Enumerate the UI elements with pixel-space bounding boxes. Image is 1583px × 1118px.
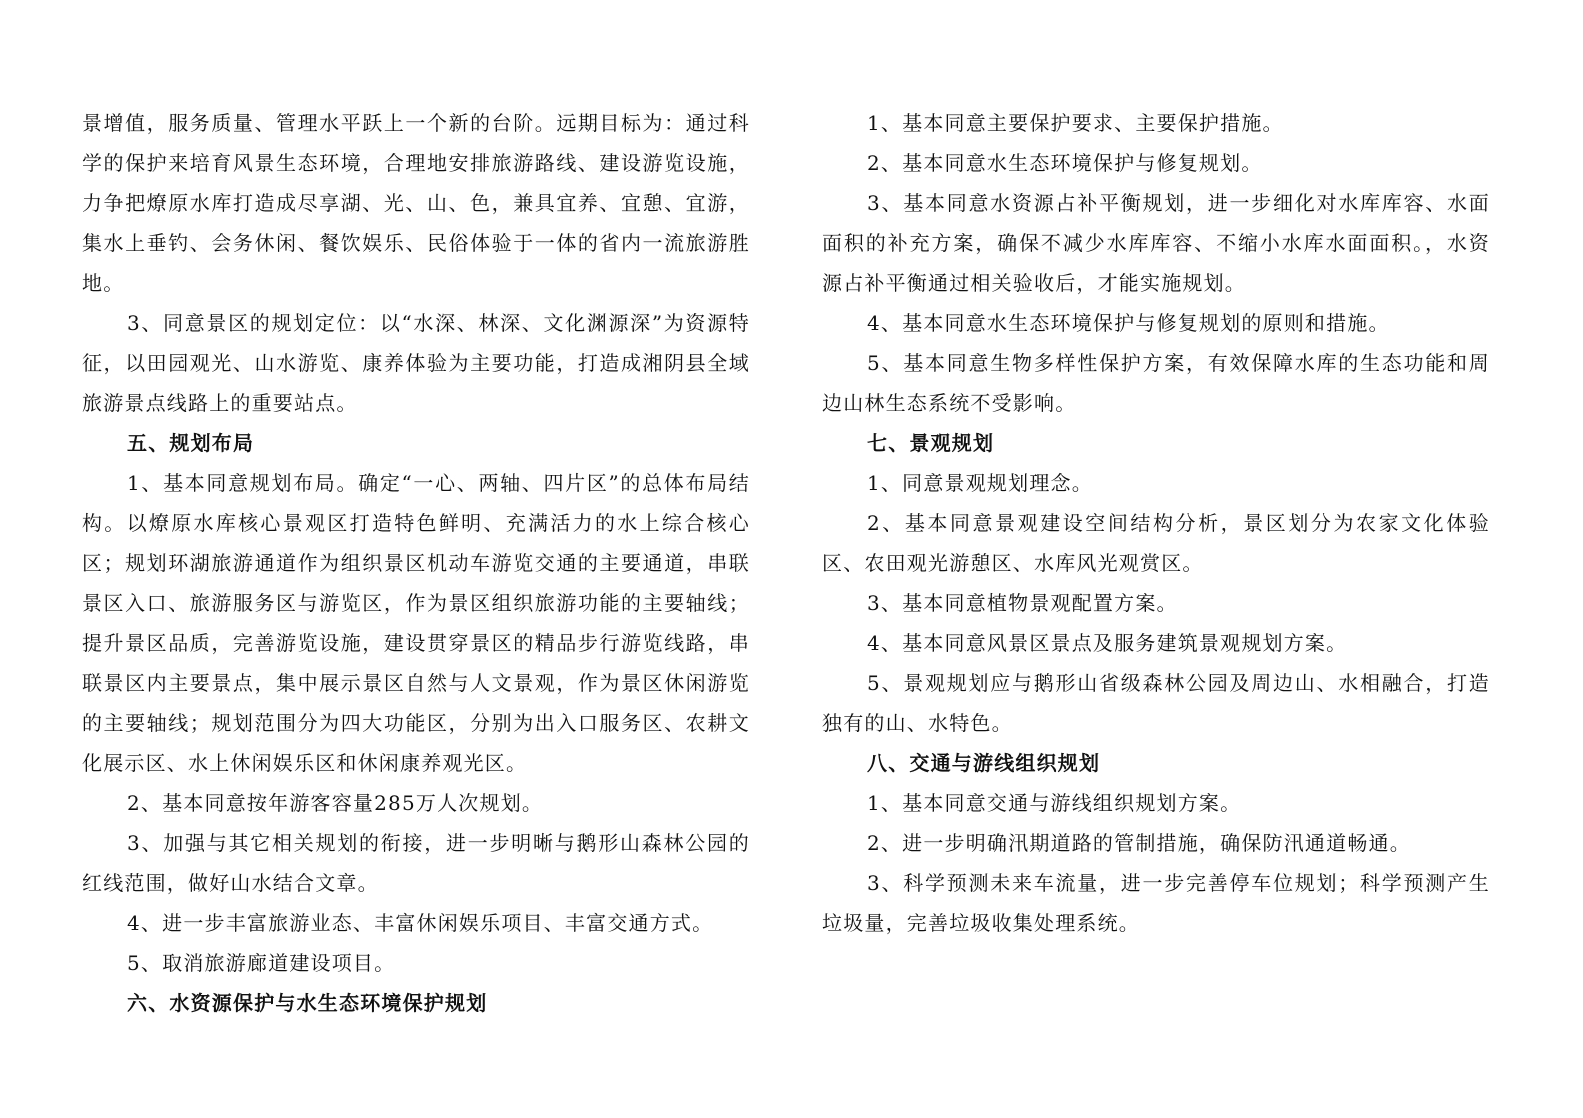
paragraph-planting-scheme: 3、基本同意植物景观配置方案。 xyxy=(867,591,1178,615)
paragraph-cancel-corridor: 5、取消旅游廊道建设项目。 xyxy=(127,951,396,975)
paragraph-landscape-integration: 5、景观规划应与鹅形山省级森林公园及周边山、水相融合，打造独有的山、水特色。 xyxy=(822,671,1490,735)
paragraph-layout-structure: 1、基本同意规划布局。确定“一心、两轴、四片区”的总体布局结构。以燎原水库核心景观区打造特色鲜明、充满活力的水上综合核心区；规划环湖旅游通道作为组织景区机动车游览交通的主要通道，串联景区入口、旅游服务区与游览区，作为景区组织旅游功能的主要轴线；提升景区品质，完善游览设施，建设贯穿景区的精品步行游览线路，串联景区内主要景点，集中展示景区自然与人文景观，作为景区休闲游览的主要轴线；规划范围分为四大功能区，分别为出入口服务区、农耕文化展示区、水上休闲娱乐区和休闲康养观光区。 xyxy=(82,471,750,775)
left-column xyxy=(82,103,750,1023)
paragraph-tourism-enrichment: 4、进一步丰富旅游业态、丰富休闲娱乐项目、丰富交通方式。 xyxy=(127,911,714,935)
paragraph-biodiversity: 5、基本同意生物多样性保护方案，有效保障水库的生态功能和周边山林生态系统不受影响。 xyxy=(822,351,1490,415)
paragraph-protection-requirements: 1、基本同意主要保护要求、主要保护措施。 xyxy=(867,111,1284,135)
paragraph-plan-coordination: 3、加强与其它相关规划的衔接，进一步明晰与鹅形山森林公园的红线范围，做好山水结合文章。 xyxy=(82,831,750,895)
paragraph-visitor-capacity: 2、基本同意按年游客容量285万人次规划。 xyxy=(127,791,544,815)
section-heading-landscape: 七、景观规划 xyxy=(867,431,995,455)
section-heading-layout: 五、规划布局 xyxy=(127,431,255,455)
paragraph-traffic-plan: 1、基本同意交通与游线组织规划方案。 xyxy=(867,791,1242,815)
paragraph-water-ecology-restoration: 2、基本同意水生态环境保护与修复规划。 xyxy=(867,151,1263,175)
right-column xyxy=(822,103,1490,943)
paragraph-parking-waste: 3、科学预测未来车流量，进一步完善停车位规划；科学预测产生垃圾量，完善垃圾收集处理系统。 xyxy=(822,871,1490,935)
paragraph-building-landscape: 4、基本同意风景区景点及服务建筑景观规划方案。 xyxy=(867,631,1348,655)
paragraph-positioning: 3、同意景区的规划定位：以“水深、林深、文化渊源深”为资源特征，以田园观光、山水游览、康养体验为主要功能，打造成湘阴县全域旅游景点线路上的重要站点。 xyxy=(82,311,750,415)
paragraph-landscape-concept: 1、同意景观规划理念。 xyxy=(867,471,1093,495)
paragraph-water-balance: 3、基本同意水资源占补平衡规划，进一步细化对水库库容、水面面积的补充方案，确保不减少水库库容、不缩小水库水面面积。，水资源占补平衡通过相关验收后，才能实施规划。 xyxy=(822,191,1490,295)
section-heading-traffic: 八、交通与游线组织规划 xyxy=(867,751,1101,775)
paragraph-spatial-structure: 2、基本同意景观建设空间结构分析，景区划分为农家文化体验区、农田观光游憩区、水库风光观赏区。 xyxy=(822,511,1490,575)
paragraph-restoration-principles: 4、基本同意水生态环境保护与修复规划的原则和措施。 xyxy=(867,311,1390,335)
paragraph-flood-season-control: 2、进一步明确汛期道路的管制措施，确保防汛通道畅通。 xyxy=(867,831,1411,855)
paragraph-long-term-goal: 景增值，服务质量、管理水平跃上一个新的台阶。远期目标为：通过科学的保护来培育风景生态环境，合理地安排旅游路线、建设游览设施，力争把燎原水库打造成尽享湖、光、山、色，兼具宜养、宜憩、宜游，集水上垂钓、会务休闲、餐饮娱乐、民俗体验于一体的省内一流旅游胜地。 xyxy=(82,111,750,295)
section-heading-water-protection: 六、水资源保护与水生态环境保护规划 xyxy=(127,991,488,1015)
